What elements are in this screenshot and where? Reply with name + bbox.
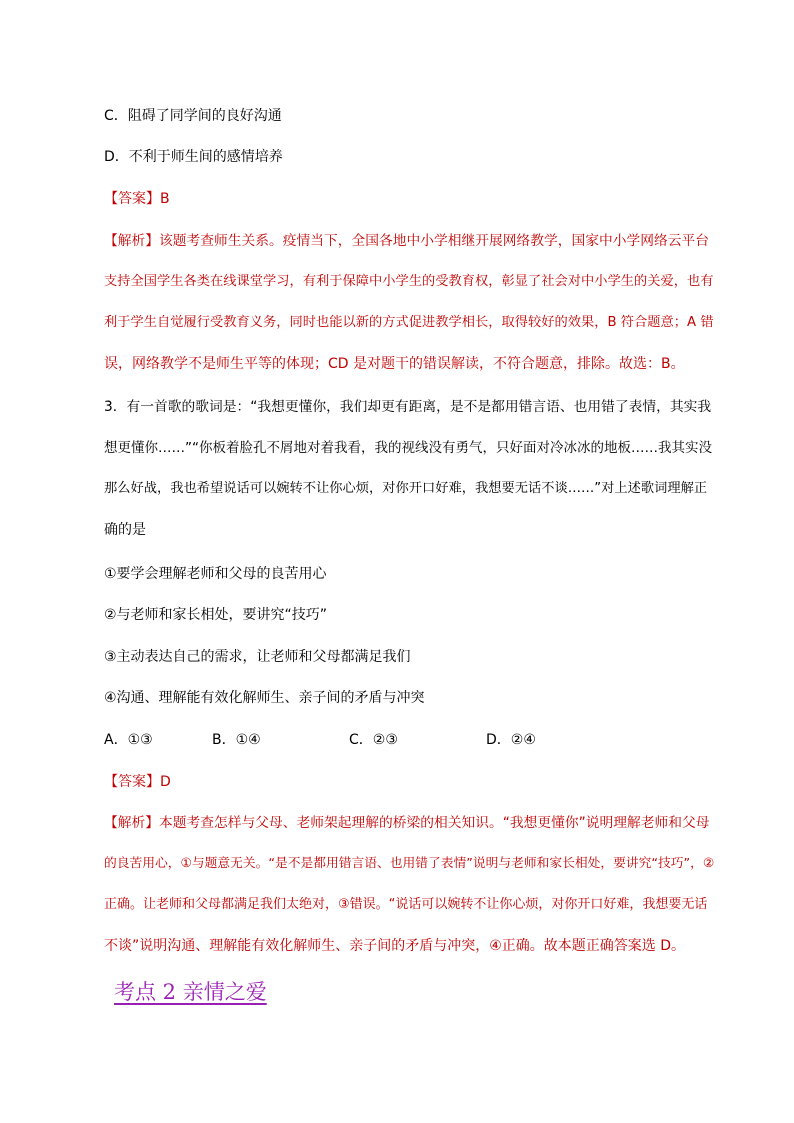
q3-statement-1: ①要学会理解老师和父母的良苦用心 xyxy=(104,566,327,582)
analysis-line: 误，网络教学不是师生平等的体现；CD 是对题干的错误解读，不符合题意，排除。故选：B。 xyxy=(104,356,685,372)
analysis-line: 支持全国学生各类在线课堂学习，有利于保障中小学生的受教育权，彰显了社会对中小学生的关爱，也有 xyxy=(104,274,714,289)
analysis-line: 【解析】本题考查怎样与父母、老师架起理解的桥梁的相关知识。“我想更懂你”说明理解老师和父母 xyxy=(104,815,710,831)
q3-statement-4: ④沟通、理解能有效化解师生、亲子间的矛盾与冲突 xyxy=(104,690,425,706)
q2-option-d: D．不利于师生间的感情培养 xyxy=(104,149,283,165)
answer-tag: 【答案】 xyxy=(104,191,160,207)
q3-statement-2: ②与老师和家长相处，要讲究“技巧” xyxy=(104,607,328,623)
analysis-line: 正确。让老师和父母都满足我们太绝对，③错误。“说话可以婉转不让你心烦，对你开口好难，我想要无话 xyxy=(104,897,708,912)
q3-choice-a: A．①③ xyxy=(104,732,153,748)
q3-choice-c: C．②③ xyxy=(349,732,398,748)
stem-line: 那么好战，我也希望说话可以婉转不让你心烦，对你开口好难，我想要无话不谈……”对上述歌词理解正 xyxy=(104,481,708,496)
q3-stem xyxy=(104,397,716,561)
q3-choice-b: B．①④ xyxy=(212,732,261,748)
analysis-line: 的良苦用心，①与题意无关。“是不是都用错言语、也用错了表情”说明与老师和家长相处，要讲究“技巧”，② xyxy=(104,856,715,871)
answer-tag: 【答案】 xyxy=(104,774,160,790)
section-heading: 考点 2 亲情之爱 xyxy=(114,980,267,1004)
q3-choice-d: D．②④ xyxy=(486,732,536,748)
stem-line: 想更懂你……”“你板着脸孔不屑地对着我看，我的视线没有勇气，只好面对冷冰冰的地板……我其实没 xyxy=(104,440,712,456)
stem-line: 确的是 xyxy=(104,522,146,538)
analysis-line: 【解析】该题考查师生关系。疫情当下，全国各地中小学相继开展网络教学，国家中小学网络云平台 xyxy=(104,233,710,249)
q2-analysis xyxy=(104,231,716,395)
q3-statement-3: ③主动表达自己的需求，让老师和父母都满足我们 xyxy=(104,649,411,665)
q2-option-c: C．阻碍了同学间的良好沟通 xyxy=(104,108,282,124)
q3-answer xyxy=(104,772,171,792)
answer-value: B xyxy=(160,191,170,207)
analysis-line: 利于学生自觉履行受教育义务，同时也能以新的方式促进教学相长，取得较好的效果，B 符合题意；A 错 xyxy=(104,315,714,330)
answer-value: D xyxy=(160,774,171,790)
q2-answer xyxy=(104,189,170,209)
q3-analysis xyxy=(104,813,716,977)
analysis-line: 不谈”说明沟通、理解能有效化解师生、亲子间的矛盾与冲突，④正确。故本题正确答案选 D。 xyxy=(104,938,686,954)
stem-line: 3．有一首歌的歌词是：“我想更懂你，我们却更有距离，是不是都用错言语、也用错了表情，其实我 xyxy=(104,399,712,415)
